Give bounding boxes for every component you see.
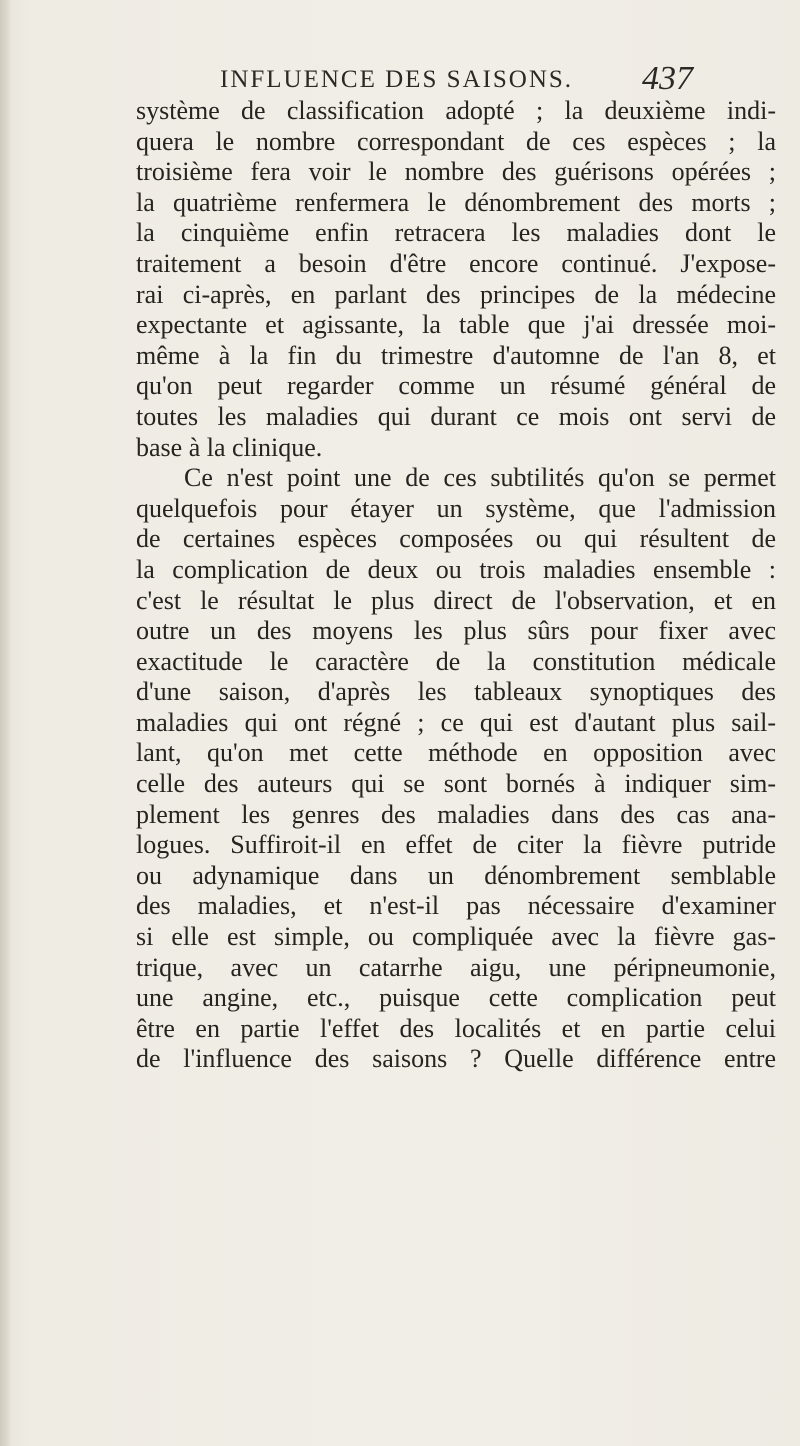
text-line: des maladies, et n'est-il pas nécessaire d'examiner [136,891,776,921]
text-line: exactitude le caractère de la constitution médicale [136,646,776,676]
text-line: de l'influence des saisons ? Quelle différence entre [136,1044,776,1074]
page-number: 437 [642,60,693,97]
text-line: d'une saison, d'après les tableaux synoptiques des [136,677,776,707]
text-line: rai ci-après, en parlant des principes de la médecine [136,279,776,309]
text-line: quera le nombre correspondant de ces espèces ; la [136,126,776,156]
text-line: une angine, etc., puisque cette complication peut [136,983,776,1013]
text-line: plement les genres des maladies dans des cas ana- [136,799,776,829]
text-line: expectante et agissante, la table que j'ai dressée moi- [136,310,776,340]
text-line: la cinquième enfin retracera les maladies dont le [136,218,776,248]
text-line: troisième fera voir le nombre des guérisons opérées ; [136,157,776,187]
text-line: ou adynamique dans un dénombrement semblable [136,860,776,890]
text-line: être en partie l'effet des localités et en partie celui [136,1013,776,1043]
binding-edge [0,0,10,1446]
text-line: maladies qui ont régné ; ce qui est d'autant plus sail- [136,707,776,737]
text-line: quelquefois pour étayer un système, que l'admission [136,493,776,523]
body-text [136,96,776,1075]
running-head: INFLUENCE DES SAISONS. [220,66,574,93]
text-line: traitement a besoin d'être encore continué. J'expose- [136,248,776,278]
text-line: celle des auteurs qui se sont bornés à indiquer sim- [136,769,776,799]
text-line: de certaines espèces composées ou qui résultent de [136,524,776,554]
text-line: lant, qu'on met cette méthode en opposition avec [136,738,776,768]
text-line: toutes les maladies qui durant ce mois ont servi de [136,401,776,431]
text-line: la quatrième renfermera le dénombrement des morts ; [136,187,776,217]
text-line: c'est le résultat le plus direct de l'observation, et en [136,585,776,615]
text-line: logues. Suffiroit-il en effet de citer la fièvre putride [136,830,776,860]
paragraph-start-line: Ce n'est point une de ces subtilités qu'on se permet [184,463,776,493]
page-header [0,60,800,100]
text-line: outre un des moyens les plus sûrs pour fixer avec [136,616,776,646]
text-line: qu'on peut regarder comme un résumé général de [136,371,776,401]
text-line: même à la fin du trimestre d'automne de l'an 8, et [136,340,776,370]
text-line: si elle est simple, ou compliquée avec la fièvre gas- [136,922,776,952]
text-line: trique, avec un catarrhe aigu, une péripneumonie, [136,952,776,982]
text-line: la complication de deux ou trois maladies ensemble : [136,554,776,584]
paragraph-end-line: base à la clinique. [136,432,323,462]
text-line: système de classification adopté ; la deuxième indi- [136,96,776,125]
